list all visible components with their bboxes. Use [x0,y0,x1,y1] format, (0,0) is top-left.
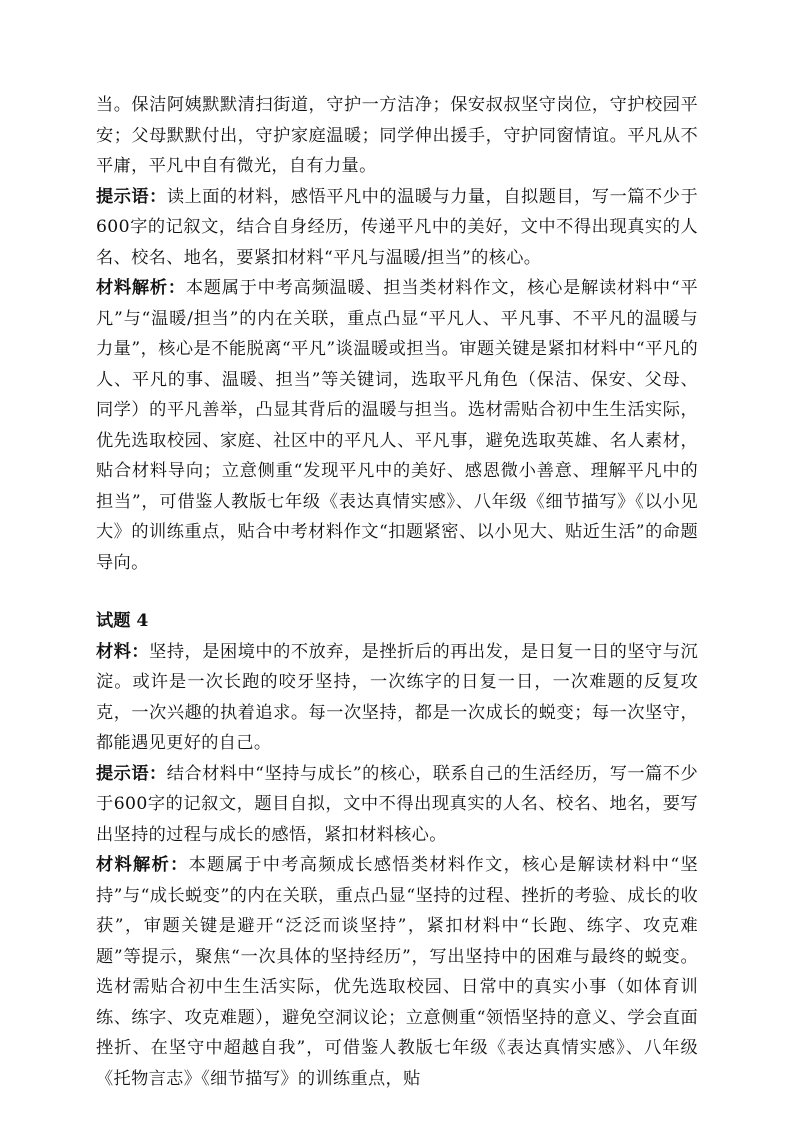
prompt-label: 提示语： [96,763,167,784]
prompt-text: 结合材料中“坚持与成长”的核心，联系自己的生活经历，写一篇不少于600字的记叙文，题目自拟，文中不得出现真实的人名、校名、地名，要写出坚持的过程与成长的感悟，紧扣材料核心。 [96,763,698,845]
analysis-label: 材料解析： [96,278,186,298]
material-text: 当。保洁阿姨默默清扫街道，守护一方洁净；保安叔叔坚守岗位，守护校园平安；父母默默付出，守护家庭温暖；同学伸出援手，守护同窗情谊。平凡从不平庸，平凡中自有微光，自有力量。 [96,95,698,176]
document-page [96,90,698,1094]
prompt-text: 读上面的材料，感悟平凡中的温暖与力量，自拟题目，写一篇不少于600字的记叙文，结合自身经历，传递平凡中的美好，文中不得出现真实的人名、校名、地名，要紧扣材料“平凡与温暖/担当”的核心。 [96,186,698,268]
section-spacer [96,578,698,606]
material-paragraph-continued [96,90,698,182]
material-label: 材料： [96,641,150,662]
analysis-paragraph [96,273,698,578]
analysis-text: 本题属于中考高频温暖、担当类材料作文，核心是解读材料中“平凡”与“温暖/担当”的内在关联，重点凸显“平凡人、平凡事、不平凡的温暖与力量”，核心是不能脱离“平凡”谈温暖或担当。审题关键是紧扣材料中“平凡的人、平凡的事、温暖、担当”等关键词，选取平凡角色（保洁、保安、父母、同学）的平凡善举，凸显其背后的温暖与担当。选材需贴合初中生生活实际，优先选取校园、家庭、社区中的平凡人、平凡事，避免选取英雄、名人素材，贴合材料导向；立意侧重“发现平凡中的美好、感恩微小善意、理解平凡中的担当”，可借鉴人教版七年级《表达真情实感》、八年级《细节描写》《以小见大》的训练重点，贴合中考材料作文“扣题紧密、以小见大、贴近生活”的命题导向。 [96,278,698,573]
prompt-paragraph [96,182,698,274]
analysis-paragraph [96,850,698,1094]
prompt-label: 提示语： [96,186,167,207]
material-text: 坚持，是困境中的不放弃，是挫折后的再出发，是日复一日的坚守与沉淀。或许是一次长跑的咬牙坚持，一次练字的日复一日，一次难题的反复攻克，一次兴趣的执着追求。每一次坚持，都是一次成长的蜕变；每一次坚守，都能遇见更好的自己。 [96,641,698,753]
material-paragraph [96,637,698,759]
question-heading: 试题 4 [96,611,149,631]
analysis-label: 材料解析： [96,855,189,875]
prompt-paragraph [96,759,698,851]
analysis-text: 本题属于中考高频成长感悟类材料作文，核心是解读材料中“坚持”与“成长蜕变”的内在关联，重点凸显“坚持的过程、挫折的考验、成长的收获”，审题关键是避开“泛泛而谈坚持”，紧扣材料中“长跑、练字、攻克难题”等提示，聚焦“一次具体的坚持经历”，写出坚持中的困难与最终的蜕变。选材需贴合初中生生活实际，优先选取校园、日常中的真实小事（如体育训练、练字、攻克难题），避免空洞议论；立意侧重“领悟坚持的意义、学会直面挫折、在坚守中超越自我”，可借鉴人教版七年级《表达真情实感》、八年级《托物言志》《细节描写》的训练重点，贴 [96,855,698,1089]
